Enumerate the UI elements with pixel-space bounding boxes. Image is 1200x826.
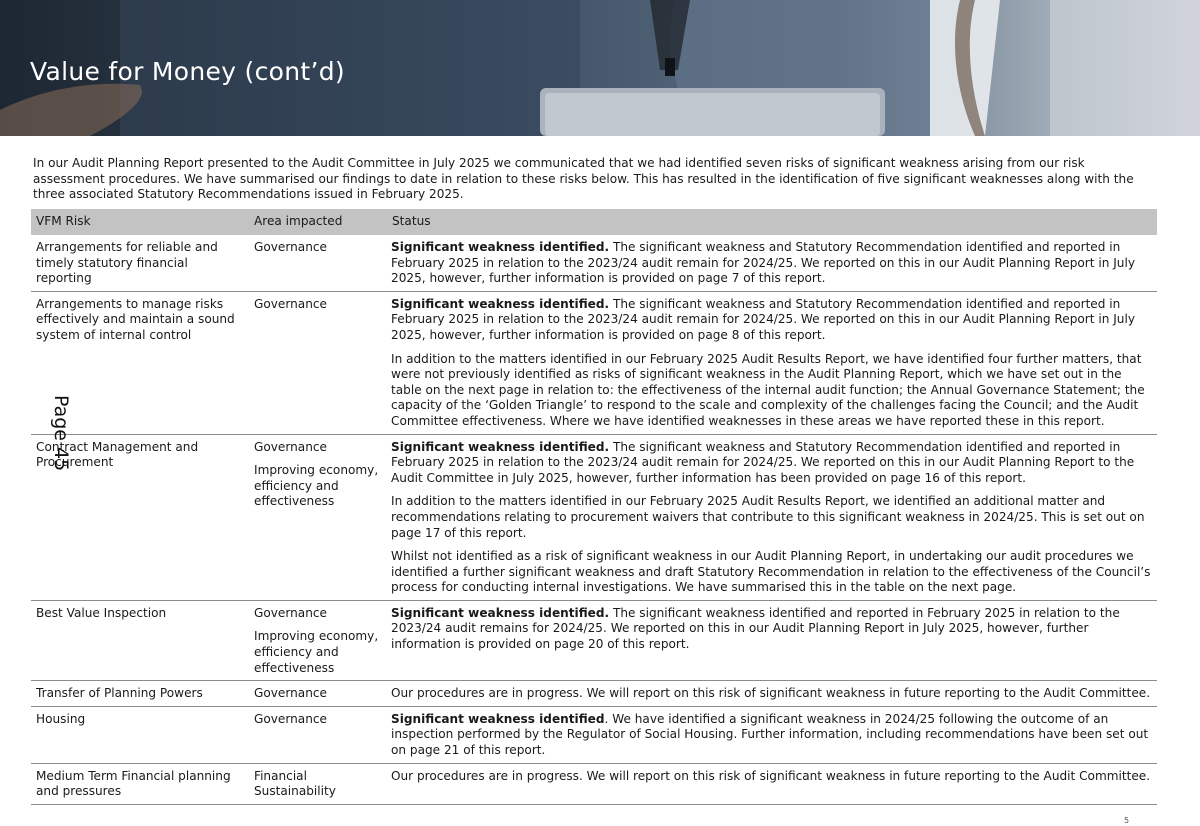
area-impacted-item: Governance xyxy=(254,439,327,454)
status-highlight: Significant weakness identified xyxy=(391,711,605,726)
area-impacted-item: Governance xyxy=(254,711,327,726)
header-banner xyxy=(0,0,1200,136)
status-paragraph: In addition to the matters identified in our February 2025 Audit Results Report, we identified an additional matter and recommendations relating to procurement waivers that contribute to this significant weakness in 2024/25. This is set out on page 17 of this report. xyxy=(391,494,1145,540)
vfm-risk-cell: Contract Management and Procurement xyxy=(31,434,249,600)
vfm-risk-cell: Housing xyxy=(31,706,249,763)
vfm-risk-cell: Best Value Inspection xyxy=(31,600,249,680)
status-highlight: Significant weakness identified. xyxy=(391,240,610,254)
column-header-area-impacted: Area impacted xyxy=(249,209,386,235)
page-title: Value for Money (cont’d) xyxy=(30,57,345,86)
status-cell xyxy=(386,291,1157,434)
status-paragraph: Significant weakness identified. The significant weakness and Statutory Recommendation identified and reported in February 2025 in relation to the 2023/24 audit remain for 2024/25. We reported on this in our Audit Planning Report in July 2025, however, further information is provided on page 8 of this report. xyxy=(391,296,1135,342)
status-paragraph: Whilst not identified as a risk of significant weakness in our Audit Planning Report, in undertaking our audit procedures we identified a further significant weakness and draft Statutory Recommendation in relation to the effectiveness of the Council’s process for conducting internal investigations. We have summarised this in the table on the next page. xyxy=(391,549,1151,595)
table-row xyxy=(31,763,1157,804)
status-paragraph: Significant weakness identified. We have identified a significant weakness in 2024/25 following the outcome of an inspection performed by the Regulator of Social Housing. Further information, including recommendations have been set out on page 21 of this report. xyxy=(391,711,1149,758)
area-impacted-item: Governance xyxy=(254,605,327,620)
area-impacted-item: Improving economy, efficiency and effectiveness xyxy=(254,629,379,675)
table-row xyxy=(31,681,1157,707)
status-cell xyxy=(386,235,1157,291)
intro-paragraph: In our Audit Planning Report presented to the Audit Committee in July 2025 we communicated that we had identified seven risks of significant weakness arising from our risk assessment procedures. We have summarised our findings to date in relation to these risks below. This has resulted in the identification of five significant weaknesses along with the three associated Statutory Recommendations issued in February 2025. xyxy=(33,156,1134,202)
vfm-risk-cell: Medium Term Financial planning and pressures xyxy=(31,763,249,804)
status-paragraph: Our procedures are in progress. We will report on this risk of significant weakness in future reporting to the Audit Committee. xyxy=(391,768,1151,783)
vfm-risk-cell: Arrangements for reliable and timely statutory financial reporting xyxy=(31,235,249,291)
table-row xyxy=(31,706,1157,763)
area-impacted-item: Financial Sustainability xyxy=(254,768,336,799)
area-impacted-item: Governance xyxy=(254,240,327,254)
table-row xyxy=(31,434,1157,600)
table-row xyxy=(31,600,1157,680)
status-paragraph: Significant weakness identified. The significant weakness identified and reported in February 2025 in relation to the 2023/24 audit remains for 2024/25. We reported on this in our Audit Planning Report in July 2025, however, further information is provided on page 20 of this report. xyxy=(391,605,1120,652)
status-cell xyxy=(386,434,1157,600)
page-stamp: Page 45 xyxy=(50,395,72,472)
status-cell xyxy=(386,600,1157,680)
vfm-risk-cell: Transfer of Planning Powers xyxy=(31,681,249,707)
page-number: 5 xyxy=(1124,816,1130,825)
area-impacted-cell xyxy=(249,291,386,434)
vfm-risk-table xyxy=(31,209,1157,805)
status-cell xyxy=(386,706,1157,763)
status-highlight: Significant weakness identified. xyxy=(391,605,610,620)
table-header-row xyxy=(31,209,1157,235)
status-paragraph: In addition to the matters identified in our February 2025 Audit Results Report, we have identified four further matters, that were not previously identified as risks of significant weakness in the Audit Planning Report, which we have set out in the table on the next page in relation to: the effectiveness of the internal audit function; the Annual Governance Statement; the capacity of the ‘Golden Triangle’ to respond to the scale and complexity of the challenges facing the Council; and the Audit Committee effectiveness. Where we have identified weaknesses in these areas we have reported these in this report. xyxy=(391,351,1145,428)
area-impacted-cell xyxy=(249,763,386,804)
status-cell xyxy=(386,763,1157,804)
status-cell xyxy=(386,681,1157,707)
status-highlight: Significant weakness identified. xyxy=(391,439,610,454)
area-impacted-cell xyxy=(249,600,386,680)
status-highlight: Significant weakness identified. xyxy=(391,296,610,311)
table-row xyxy=(31,291,1157,434)
area-impacted-item: Governance xyxy=(254,686,327,701)
table-row xyxy=(31,235,1157,291)
column-header-vfm-risk: VFM Risk xyxy=(31,209,249,235)
column-header-status: Status xyxy=(386,209,1157,235)
status-paragraph: Significant weakness identified. The significant weakness and Statutory Recommendation identified and reported in February 2025 in relation to the 2023/24 audit remain for 2024/25. We reported on this in our Audit Planning Report to the Audit Committee in July 2025, however, further information has been provided on page 16 of this report. xyxy=(391,439,1135,485)
vfm-risk-cell: Arrangements to manage risks effectively and maintain a sound system of internal control xyxy=(31,291,249,434)
area-impacted-cell xyxy=(249,434,386,600)
status-paragraph: Significant weakness identified. The significant weakness and Statutory Recommendation identified and reported in February 2025 in relation to the 2023/24 audit remain for 2024/25. We reported on this in our Audit Planning Report in July 2025, however, further information is provided on page 7 of this report. xyxy=(391,240,1135,286)
area-impacted-cell xyxy=(249,681,386,707)
area-impacted-cell xyxy=(249,235,386,291)
area-impacted-cell xyxy=(249,706,386,763)
area-impacted-item: Governance xyxy=(254,296,327,311)
status-paragraph: Our procedures are in progress. We will report on this risk of significant weakness in future reporting to the Audit Committee. xyxy=(391,686,1151,701)
area-impacted-item: Improving economy, efficiency and effectiveness xyxy=(254,463,379,509)
